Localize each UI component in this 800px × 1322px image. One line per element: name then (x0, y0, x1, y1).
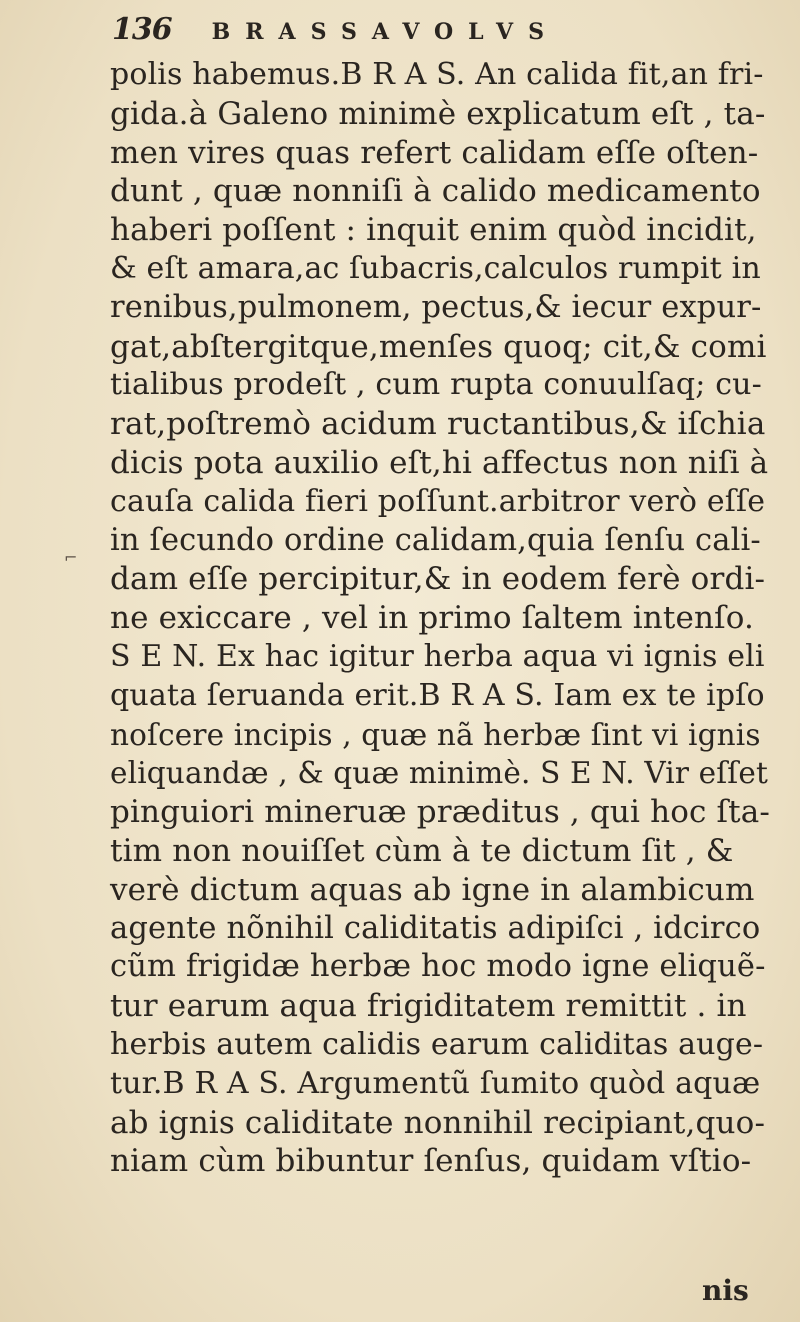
text-line: niam cùm bibuntur ſenſus, quidam vſtio- (110, 1143, 752, 1180)
text-line: polis habemus.B R A S. An calida fit,an fri- (110, 57, 764, 92)
text-line: ab ignis caliditate nonnihil recipiant,quo- (110, 1104, 766, 1141)
text-line: tim non nouiſſet cùm à te dictum ſit , & (110, 832, 734, 869)
text-line: herbis autem calidis earum caliditas auge- (110, 1026, 764, 1062)
text-line: quata ſeruanda erit.B R A S. Iam ex te ipſo (110, 677, 765, 713)
running-title: BRASSAVOLVS (211, 19, 559, 45)
text-line: men vires quas refert calidam eſſe oſten- (110, 134, 759, 171)
text-line: in ſecundo ordine calidam,quia ſenſu cali- (110, 522, 761, 558)
text-line: ne exiccare , vel in primo ſaltem intenſo. (110, 600, 755, 637)
text-line: & eſt amara,ac ſubacris,calculos rumpit in (110, 250, 761, 286)
text-line: verè dictum aquas ab igne in alambicum (110, 871, 755, 908)
text-line: agente nõnihil caliditatis adipiſci , idcirco (110, 910, 761, 946)
text-line: dam eſſe percipitur,& in eodem ferè ordi- (110, 561, 766, 598)
text-line: renibus,pulmonem, pectus,& iecur expur- (110, 289, 762, 325)
text-line: tur earum aqua frigiditatem remittit . in (110, 988, 747, 1025)
text-line: gida.à Galeno minimè explicatum eſt , ta- (110, 95, 766, 132)
catchword: nis (702, 1274, 749, 1307)
body-text (110, 56, 770, 1181)
text-line: haberi poſſent : inquit enim quòd incidit, (110, 212, 757, 249)
text-line: cauſa calida fieri poſſunt.arbitror verò eſſe (110, 483, 766, 519)
text-line: rat,poſtremò acidum ructantibus,& iſchia (110, 406, 766, 443)
text-line: S E N. Ex hac igitur herba aqua vi ignis eli (110, 638, 765, 674)
text-line: tialibus prodeſt , cum rupta conuulſaq; cu- (110, 367, 762, 403)
text-line: cũm frigidæ herbæ hoc modo igne eliquẽ- (110, 949, 766, 985)
page-number: 136 (112, 12, 172, 47)
text-line: noſcere incipis , quæ nã herbæ ſint vi ignis (110, 717, 761, 752)
text-line: tur.B R A S. Argumentũ ſumito quòd aquæ (110, 1065, 761, 1101)
text-line: eliquandæ , & quæ minimè. S E N. Vir eſſet (110, 756, 768, 791)
text-line: dunt , quæ nonniſi à calido medicamento (110, 173, 761, 210)
text-line: dicis pota auxilio eſt,hi affectus non niſi à (110, 444, 769, 481)
page-header (112, 12, 732, 56)
margin-mark: ⌐ (64, 548, 78, 567)
text-line: gat,abſtergitque,menſes quoq; cit,& comi (110, 328, 767, 365)
text-line: pinguiori mineruæ præditus , qui hoc ſta- (110, 794, 771, 831)
